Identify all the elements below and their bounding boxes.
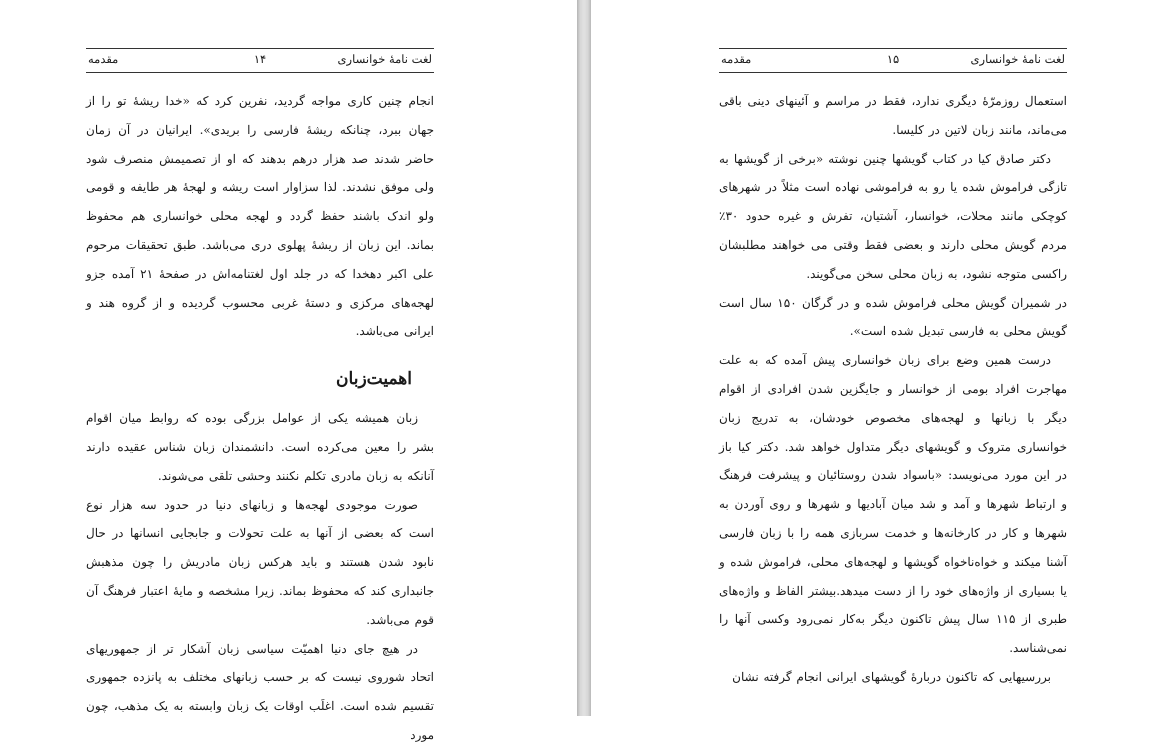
book-title: لغت نامهٔ خوانساری: [970, 52, 1065, 66]
paragraph: صورت موجودی لهجه‌ها و زبانهای دنیا در حدود سه هزار نوع است که بعضی از آنها به علت تحولات و جابجایی انسانها در حال نابود شدن هستند و باید هرکس زبان مادریش را چون مذهبش جانبداری کند که محفوظ بماند. زیرا مشخصه و مایهٔ اعتبار فرهنگ آن قوم می‌باشد.: [86, 497, 434, 627]
section-name: مقدمه: [88, 52, 119, 66]
page-number: ۱۴: [253, 52, 267, 66]
book-title: لغت نامهٔ خوانساری: [337, 52, 432, 66]
paragraph: در هیچ جای دنیا اهمیّت سیاسی زبان آشکار تر از جمهوریهای اتحاد شوروی نیست که بر حسب زبانهای مختلف به پانزده جمهوری تقسیم شده است. اغلَب اوقات یک زبان وابسته به یک مذهب، چون مورد: [86, 641, 434, 742]
page-number: ۱۵: [886, 52, 900, 66]
page-gutter: [577, 0, 591, 716]
paragraph: استعمال روزمرّهٔ دیگری ندارد، فقط در مراسم و آئینهای دینی باقی می‌ماند، مانند زبان لاتین در کلیسا.: [719, 94, 1067, 137]
page-header: [719, 48, 1067, 73]
page-body: [86, 87, 434, 750]
paragraph: دکتر صادق کیا در کتاب گویشها چنین نوشته «برخی از گویشها به تازگی فراموش شده یا رو به فراموشی نهاده است مثلاً در شهرهای کوچکی مانند محلات، خوانسار، آشتیان، تفرش و غیره حدود ۳۰٪ مردم گویش محلی دارند و بعضی فقط وقتی می خواهند مطلبشان راکسی متوجه نشود، به زبان محلی سخن می‌گویند.: [719, 151, 1067, 281]
section-heading: اهمیت‌زبان: [336, 369, 412, 390]
paragraph: زبان همیشه یکی از عوامل بزرگی بوده که روابط میان اقوام بشر را معین می‌کرده است. دانشمندان زبان شناس عقیده دارند آنانکه به زبان مادری تکلم نکنند وحشی تلقی می‌شوند.: [86, 411, 434, 483]
paragraph: درست همین وضع برای زبان خوانساری پیش آمده که به علت مهاجرت افراد بومی از خوانسار و جایگزین شدن افرادی از اقوام دیگر با زبانها و لهجه‌های مخصوص خودشان، به تدریج زبان خوانساری متروک و گویشهای دیگر متداول خواهد شد. دکتر کیا باز در این مورد می‌نویسد: «باسواد شدن روستائیان و پیشرفت فرهنگ و ارتباط شهرها و آمد و شد میان آبادیها و شهرها و روی آوردن به شهرها و کار در کارخانه‌ها و خدمت سربازی همه را با زبان فارسی آشنا میکند و خواه‌ناخواه گویشها و لهجه‌های محلی، فراموش شده و یا بسیاری از واژه‌های خود را از دست میدهد.بیشتر الفاظ و واژه‌های طبری از ۱۱۵ سال پیش تاکنون دیگر به‌کار نمی‌رود وکسی آنها را نمی‌شناسد.: [719, 353, 1067, 656]
page-header: [86, 48, 434, 73]
left-page: [0, 0, 577, 742]
paragraph: در شمیران گویش محلی فراموش شده و در گرگان ۱۵۰ سال است گویش محلی به فارسی تبدیل شده است».: [719, 295, 1068, 339]
section-name: مقدمه: [721, 52, 752, 66]
page-body: [719, 87, 1067, 692]
paragraph: انجام چنین کاری مواجه گردید، نفرین کرد که «خدا ریشهٔ تو را از جهان ببرد، چنانکه ریشهٔ فارسی را بریدی». ایرانیان در آن زمان حاضر شدند صد هزار درهم بدهند که او از تصمیمش منصرف شود ولی موفق نشدند. لذا سزاوار است ریشه و لهجهٔ هر طایفه و قومی ولو اندک باشند حفظ گردد و لهجه محلی خوانساری هم محفوظ بماند. این زبان از ریشهٔ پهلوی دری می‌باشد. طبق تحقیقات مرحوم علی اکبر دهخدا که در جلد اول لغتنامه‌اش در صفحهٔ ۲۱ آمده جزو لهجه‌های مرکزی و دستهٔ غربی محسوب گردیده و از گروه هند و ایرانی می‌باشد.: [86, 94, 435, 339]
right-page: [591, 0, 1152, 716]
paragraph: بررسیهایی که تاکنون دربارهٔ گویشهای ایرانی انجام گرفته نشان: [732, 669, 1051, 684]
